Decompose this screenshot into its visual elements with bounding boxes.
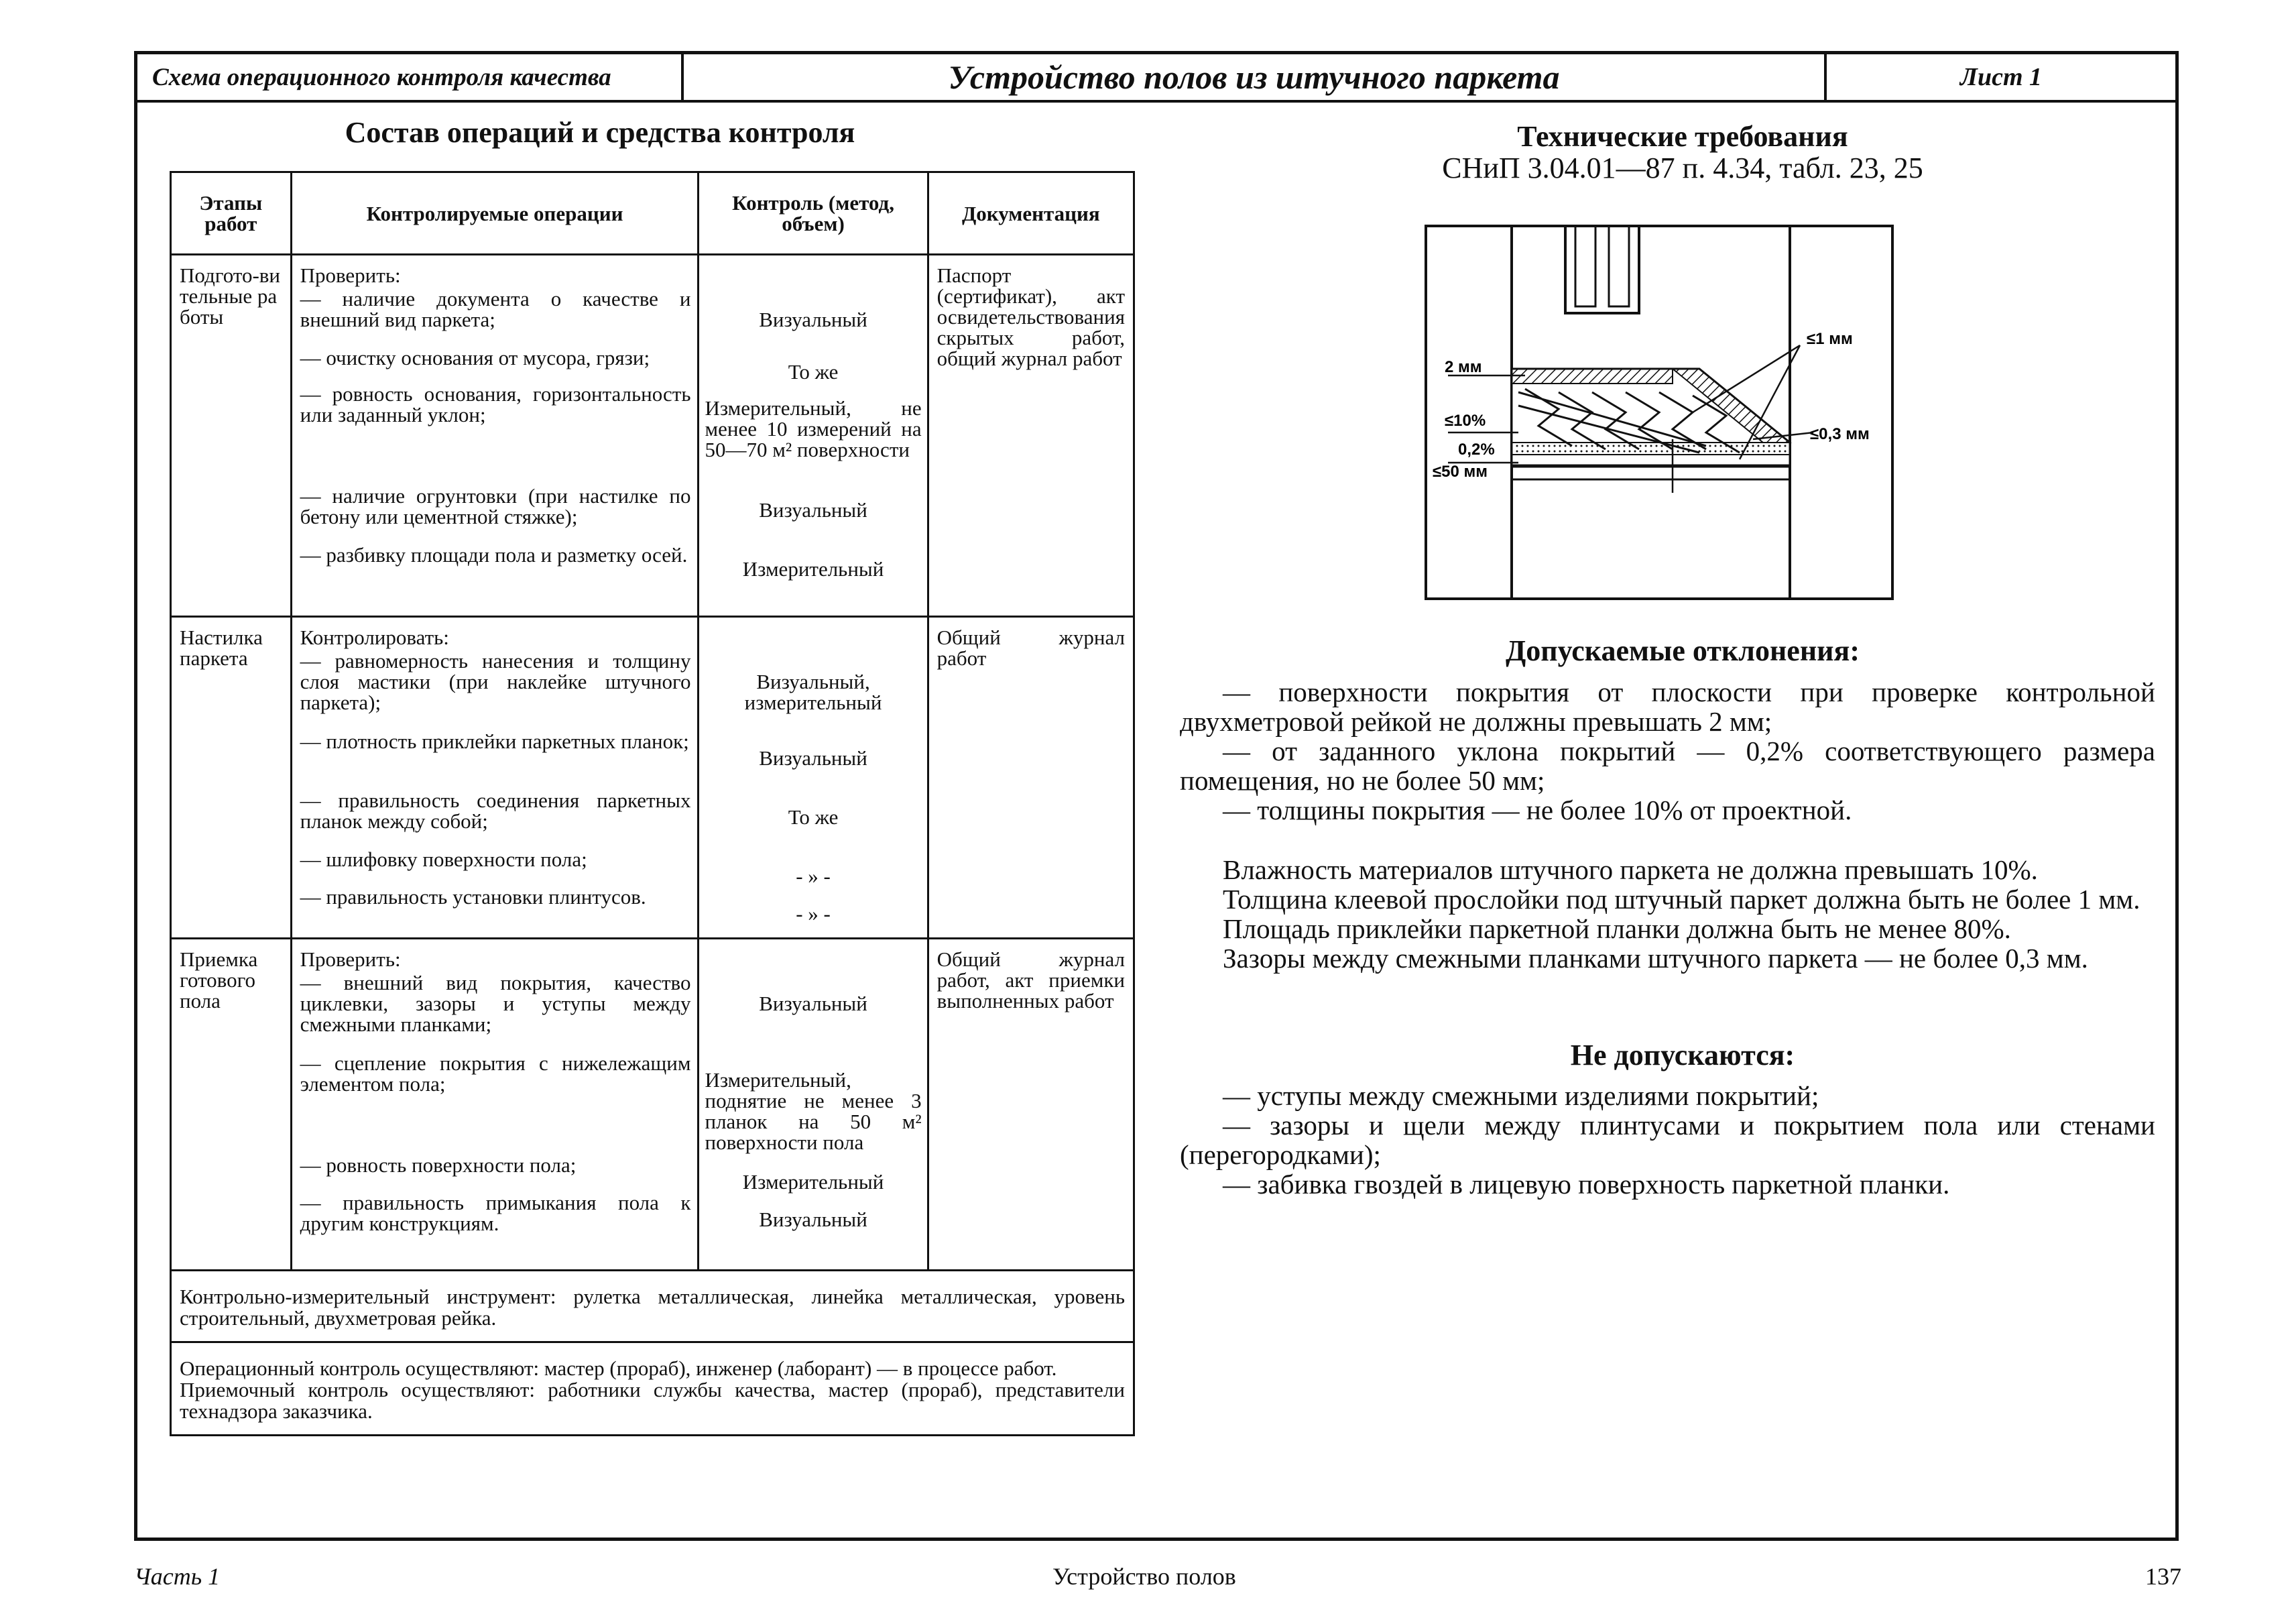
operation-item: — правильность примыкания пола к другим конструкциям. [300,1191,691,1235]
deviations-title: Допускаемые отклонения: [1506,634,1860,667]
deviation-item: — толщины покрытия — не более 10% от проектной. [1223,795,1852,825]
control-method: - » - [796,864,831,888]
label-1mm: ≤1 мм [1807,330,1853,348]
stage-name: Настилка паркета [180,626,263,670]
tech-requirements-title: Технические требования [1517,120,1848,153]
not-allowed-item: — уступы между смежными изделиями покрытий; [1223,1080,1819,1111]
label-0-2pct: 0,2% [1458,441,1495,459]
control-method: Визуальный [759,1208,867,1231]
table-row [171,1271,1134,1342]
label-2mm: 2 мм [1445,358,1482,376]
deviation-item: — от заданного уклона покрытий — 0,2% соответствующего размера помещения, но не более 50 мм; [1180,736,2155,796]
header-sheet-number: Лист 1 [1959,63,2043,91]
footer-page-number: 137 [2145,1563,2181,1590]
requirement-item: Влажность материалов штучного паркета не должна превышать 10%. [1223,854,2038,885]
control-method: Визуальный [759,992,867,1015]
control-method: Визуальный [759,746,867,770]
control-method: Визуальный, измерительный [744,670,882,714]
documentation: Общий журнал работ [936,626,1125,670]
deviations-list [1180,677,2155,825]
table-row [171,255,1134,617]
label-50mm: ≤50 мм [1433,463,1488,481]
tech-requirements-norm: СНиП 3.04.01—87 п. 4.34, табл. 23, 25 [1442,152,1923,184]
stage-name: Приемка готового пола [180,947,258,1012]
stage-name: Подгото-вительные работы [180,264,280,329]
operation-item: — очистку основания от мусора, грязи; [300,346,650,369]
operation-item: — наличие документа о качестве и внешний вид паркета; [300,287,691,331]
operation-item: — шлифовку поверхности пола; [300,848,587,871]
instruments-note: Контрольно-измерительный инструмент: рулетка металлическая, линейка металлическая, уровень строительный, двухметровая рейка. [171,1271,1134,1342]
table-row [171,617,1134,939]
requirement-item: Зазоры между смежными планками штучного паркета — не более 0,3 мм. [1223,943,2088,974]
operation-item: — плотность приклейки паркетных планок; [300,730,689,753]
control-method: То же [788,805,839,829]
footer-section: Устройство полов [1052,1563,1236,1590]
control-method: То же [788,360,839,384]
not-allowed-item: — зазоры и щели между плинтусами и покрытием пола или стенами (перегородками); [1180,1110,2155,1170]
operation-item: — внешний вид покрытия, качество циклевки, зазоры и уступы между смежными планками; [300,971,691,1036]
operation-item: — наличие огрунтовки (при настилке по бетону или цементной стяжке); [300,484,691,528]
label-10pct: ≤10% [1445,412,1486,430]
table-row [171,939,1134,1271]
col-header-stages: Этапы работ [171,172,292,255]
operational-control-note: Операционный контроль осуществляют: мастер (прораб), инженер (лаборант) — в процессе работ. [180,1356,1057,1380]
operation-item: — ровность основания, горизонтальность или заданный уклон; [300,382,691,426]
requirement-item: Площадь приклейки паркетной планки должна быть не менее 80%. [1223,913,2011,944]
stage-intro: Проверить: [300,947,401,971]
operation-item: — правильность соединения паркетных планок между собой; [300,789,691,833]
operation-item: — правильность установки плинтусов. [300,885,646,909]
not-allowed-list [1180,1081,2155,1199]
control-method: Визуальный [759,308,867,331]
deviation-item: — поверхности покрытия от плоскости при проверке контрольной двухметровой рейкой не должны превышать 2 мм; [1180,677,2155,737]
sheet-header [137,54,2175,103]
control-method: Измерительный, поднятие не менее 3 планок на 50 м² поверхности пола [705,1068,922,1154]
not-allowed-title: Не допускаются: [1570,1039,1795,1071]
label-0-3mm: ≤0,3 мм [1810,425,1870,443]
requirements-list [1180,855,2155,973]
not-allowed-item: — забивка гвоздей в лицевую поверхность паркетной планки. [1223,1169,1950,1200]
control-method: Визуальный [759,498,867,522]
operation-item: — равномерность нанесения и толщину слоя мастики (при наклейке штучного паркета); [300,649,691,714]
stage-intro: Контролировать: [300,626,449,649]
operations-title: Состав операций и средства контроля [345,116,855,149]
footer-part: Часть 1 [134,1563,221,1590]
control-method: - » - [796,902,831,925]
control-method: Измерительный [742,1170,884,1194]
parquet-floor-diagram [1425,225,1894,600]
operation-item: — ровность поверхности пола; [300,1153,577,1177]
operation-item: — сцепление покрытия с нижележащим элементом пола; [300,1051,691,1096]
col-header-operations: Контролируемые операции [291,172,699,255]
documentation: Паспорт (сертификат), акт освидетельствования скрытых работ, общий журнал работ [936,264,1125,370]
control-method: Измерительный, не менее 10 измерений на 50—70 м² поверхности [705,396,922,461]
table-header-row [171,172,1134,255]
col-header-documentation: Документация [928,172,1134,255]
operations-table [170,171,1135,1436]
requirement-item: Толщина клеевой прослойки под штучный паркет должна быть не более 1 мм. [1223,884,2140,915]
documentation: Общий журнал работ, акт приемки выполненных работ [936,947,1125,1012]
acceptance-control-note: Приемочный контроль осуществляют: работники службы качества, мастер (прораб), представители технадзора заказчика. [180,1378,1125,1423]
table-row [171,1342,1134,1436]
stage-intro: Проверить: [300,264,401,287]
control-method: Измерительный [742,557,884,581]
header-document-title: Устройство полов из штучного паркета [684,54,1827,100]
header-scheme-title: Схема операционного контроля качества [137,54,684,100]
col-header-control: Контроль (метод, объем) [699,172,928,255]
operation-item: — разбивку площади пола и разметку осей. [300,543,688,567]
